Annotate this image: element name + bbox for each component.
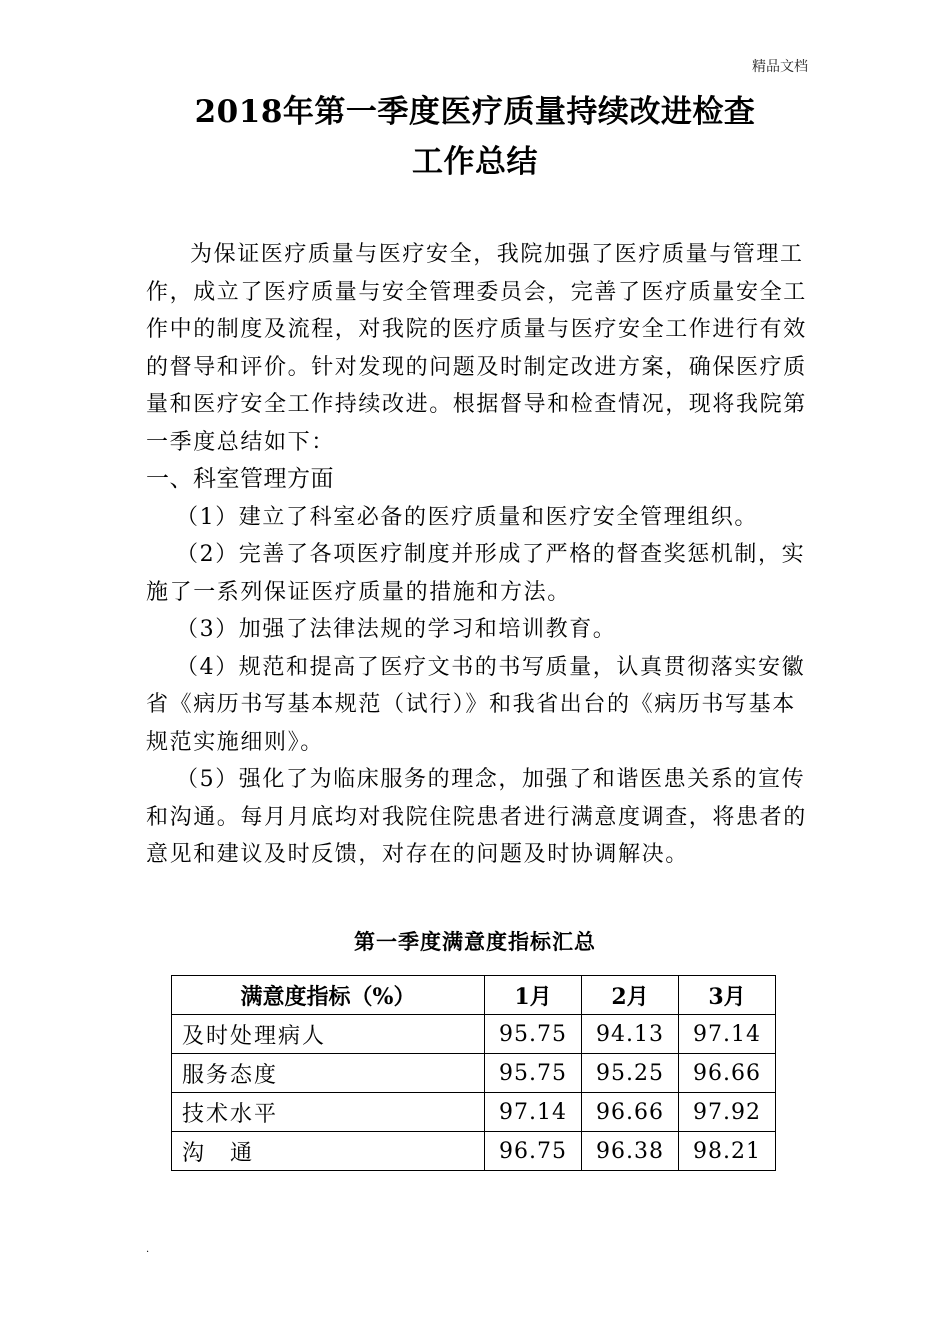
table-cell: 96.38 <box>582 1132 679 1171</box>
intro-paragraph: 为保证医疗质量与医疗安全，我院加强了医疗质量与管理工作，成立了医疗质量与安全管理委员会，完善了医疗质量安全工作中的制度及流程，对我院的医疗质量与医疗安全工作进行有效的督导和评价。针对发现的问题及时制定改进方案，确保医疗质量和医疗安全工作持续改进。根据督导和检查情况，现将我院第一季度总结如下： <box>146 242 807 455</box>
header-watermark: 精品文档 <box>752 59 808 75</box>
table-cell: 97.14 <box>485 1093 582 1132</box>
table-header-cell: 1月 <box>485 976 582 1015</box>
table-cell: 96.66 <box>582 1093 679 1132</box>
list-item: （4）规范和提高了医疗文书的书写质量，认真贯彻落实安徽省《病历书写基本规范（试行）》和我省出台的《病历书写基本规范实施细则》。 <box>146 654 806 755</box>
table-cell: 95.25 <box>582 1054 679 1093</box>
table-cell: 97.92 <box>679 1093 776 1132</box>
page-title-line2: 工作总结 <box>412 144 538 180</box>
table-header-row <box>172 976 776 1015</box>
table-header-cell: 满意度指标（%） <box>172 976 485 1015</box>
table-cell: 98.21 <box>679 1132 776 1171</box>
table-cell: 沟 通 <box>172 1132 485 1171</box>
table-row <box>172 1132 776 1171</box>
table-cell: 96.75 <box>485 1132 582 1171</box>
table-header-cell: 2月 <box>582 976 679 1015</box>
table-cell: 及时处理病人 <box>172 1015 485 1054</box>
table-cell: 95.75 <box>485 1015 582 1054</box>
list-item: （1）建立了科室必备的医疗质量和医疗安全管理组织。 <box>176 504 758 530</box>
table-title: 第一季度满意度指标汇总 <box>354 929 596 954</box>
table-cell: 97.14 <box>679 1015 776 1054</box>
list-item: （3）加强了法律法规的学习和培训教育。 <box>176 617 617 642</box>
footer-mark: . <box>146 1244 150 1255</box>
document-body <box>146 236 810 874</box>
table-cell: 95.75 <box>485 1054 582 1093</box>
list-item: （5）强化了为临床服务的理念，加强了和谐医患关系的宣传和沟通。每月月底均对我院住院患者进行满意度调查，将患者的意见和建议及时反馈，对存在的问题及时协调解决。 <box>146 767 807 867</box>
satisfaction-table <box>171 975 776 1171</box>
table-row <box>172 1015 776 1054</box>
page-title-line1: 2018年第一季度医疗质量持续改进检查 <box>194 94 756 130</box>
table-cell: 96.66 <box>679 1054 776 1093</box>
table-row <box>172 1093 776 1132</box>
table-cell: 服务态度 <box>172 1054 485 1093</box>
table-cell: 94.13 <box>582 1015 679 1054</box>
list-item: （2）完善了各项医疗制度并形成了严格的督查奖惩机制，实施了一系列保证医疗质量的措施和方法。 <box>146 542 806 605</box>
table-row <box>172 1054 776 1093</box>
table-header-cell: 3月 <box>679 976 776 1015</box>
table-cell: 技术水平 <box>172 1093 485 1132</box>
section-heading: 一、科室管理方面 <box>146 466 334 492</box>
